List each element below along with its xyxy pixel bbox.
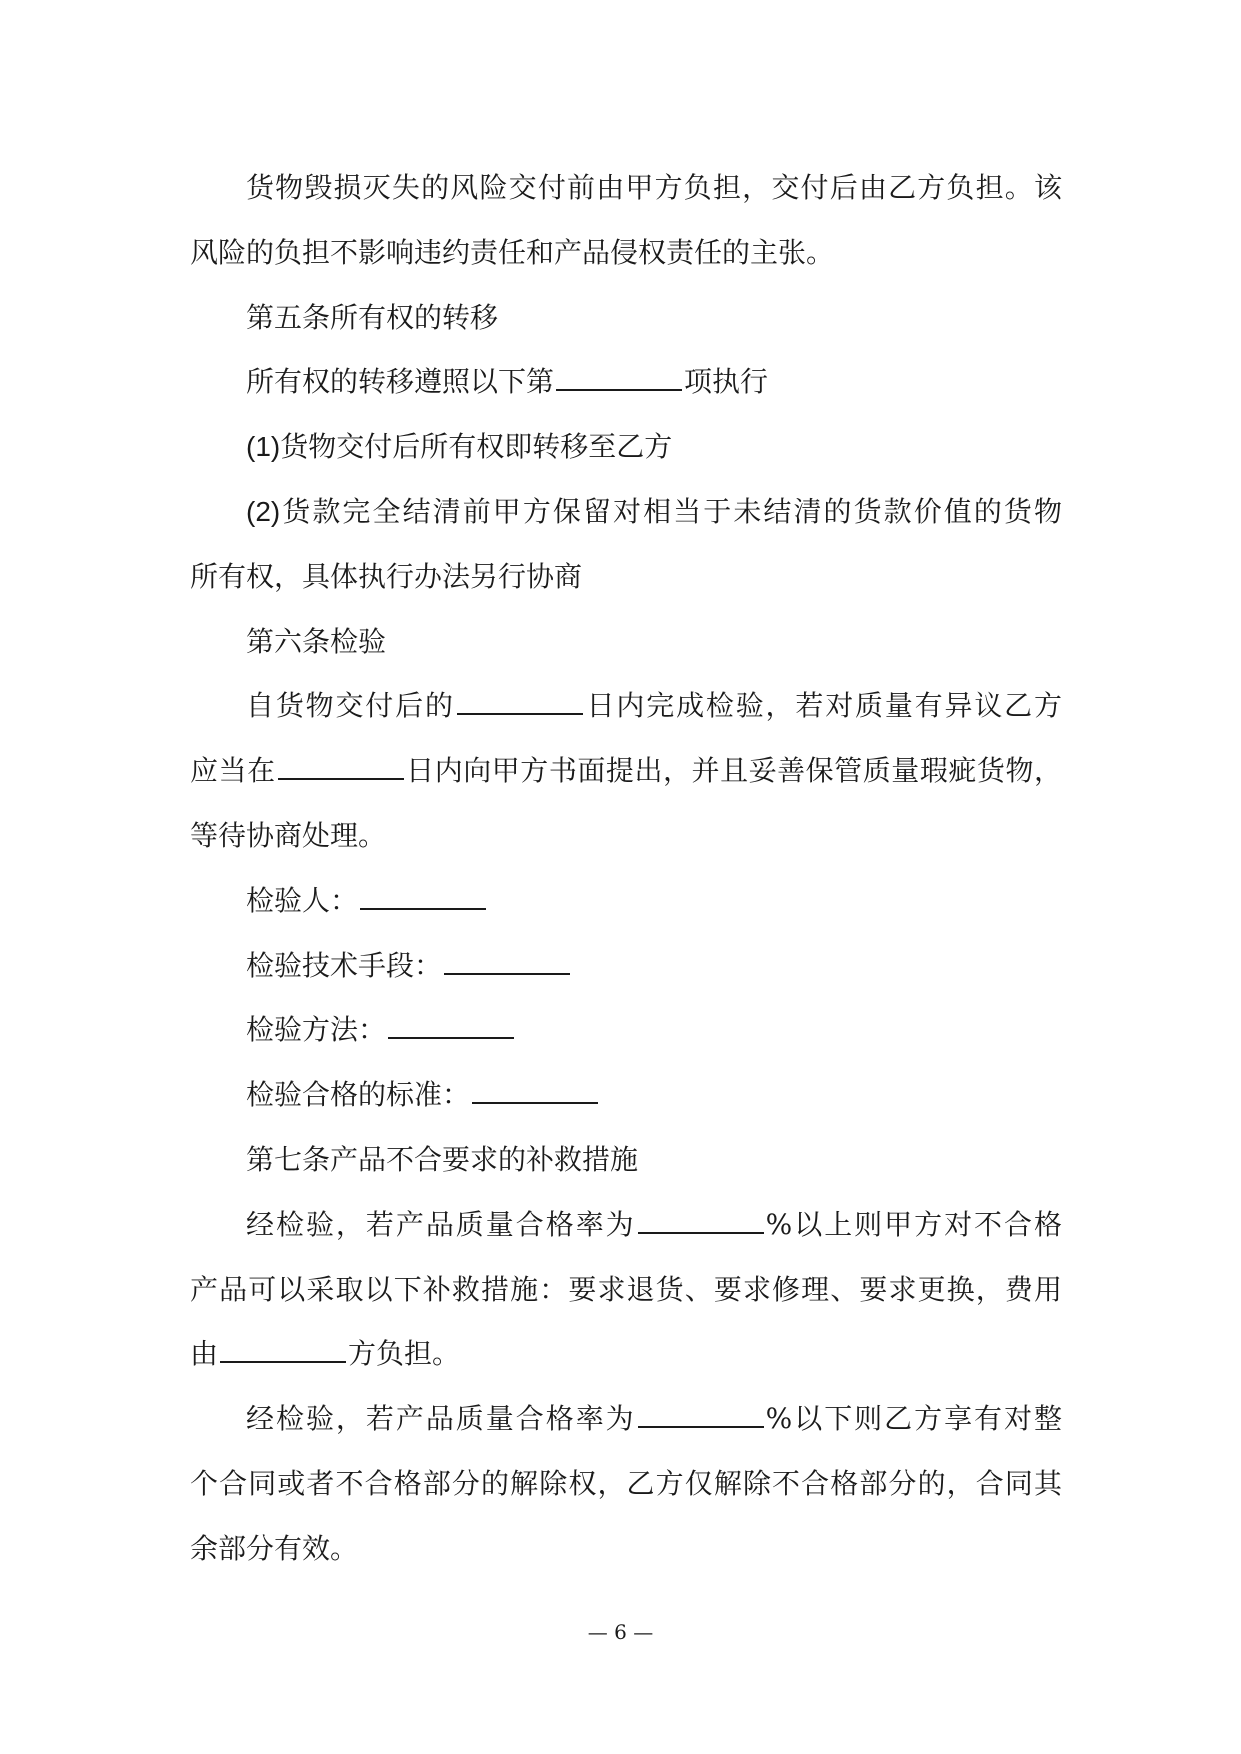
fill-blank [457,691,583,715]
remedy-clause-line-1: 经检验，若产品质量合格率为 %以上则甲方对不合格 [246,1207,1062,1241]
ownership-option-2-line-1: (2)货款完全结清前甲方保留对相当于未结清的货款价值的货物 [246,494,1062,528]
inspection-clause-line-1: 自货物交付后的 日内完成检验，若对质量有异议乙方 [246,689,1062,723]
ownership-option-2-line-2: 所有权，具体执行办法另行协商 [190,559,583,593]
article-7-heading: 第七条产品不合要求的补救措施 [246,1142,639,1176]
inspection-method-field: 检验方法： [190,998,1062,1063]
paragraph-risk-line-1: 货物毁损灭失的风险交付前由甲方负担，交付后由乙方负担。该 [246,171,1062,204]
ownership-transfer-clause: 所有权的转移遵照以下第 项执行 [246,365,769,399]
inspection-technique-field: 检验技术手段： [190,934,1062,999]
termination-clause-line-2: 个合同或者不合格部分的解除权，乙方仅解除不合格部分的，合同其 [190,1466,1062,1500]
termination-clause-line-3: 余部分有效。 [190,1531,359,1565]
fill-blank [638,1210,764,1234]
paragraph-risk-line-2: 风险的负担不影响违约责任和产品侵权责任的主张。 [190,235,835,269]
fill-blank [278,756,404,780]
fill-blank [388,1015,514,1039]
fill-blank [444,951,570,975]
fill-blank [360,886,486,910]
fill-blank [638,1404,764,1428]
fill-blank [472,1080,598,1104]
termination-clause-line-1: 经检验，若产品质量合格率为 %以下则乙方享有对整 [246,1402,1062,1436]
inspection-standard-field: 检验合格的标准： [190,1063,1062,1128]
article-5-heading: 第五条所有权的转移 [246,300,499,334]
ownership-option-1: (1)货物交付后所有权即转移至乙方 [246,430,673,464]
page-number: — 6 — [587,1620,654,1644]
article-6-heading: 第六条检验 [246,624,387,658]
fill-blank [556,367,682,391]
remedy-clause-line-2: 产品可以采取以下补救措施：要求退货、要求修理、要求更换，费用 [190,1272,1062,1306]
inspector-field: 检验人： [190,869,1062,934]
remedy-clause-line-3: 由 方负担。 [190,1337,461,1371]
document-body [190,156,1062,1582]
inspection-clause-line-3: 等待协商处理。 [190,818,387,852]
fill-blank [220,1339,346,1363]
inspection-clause-line-2: 应当在 日内向甲方书面提出，并且妥善保管质量瑕疵货物， [190,754,1062,788]
